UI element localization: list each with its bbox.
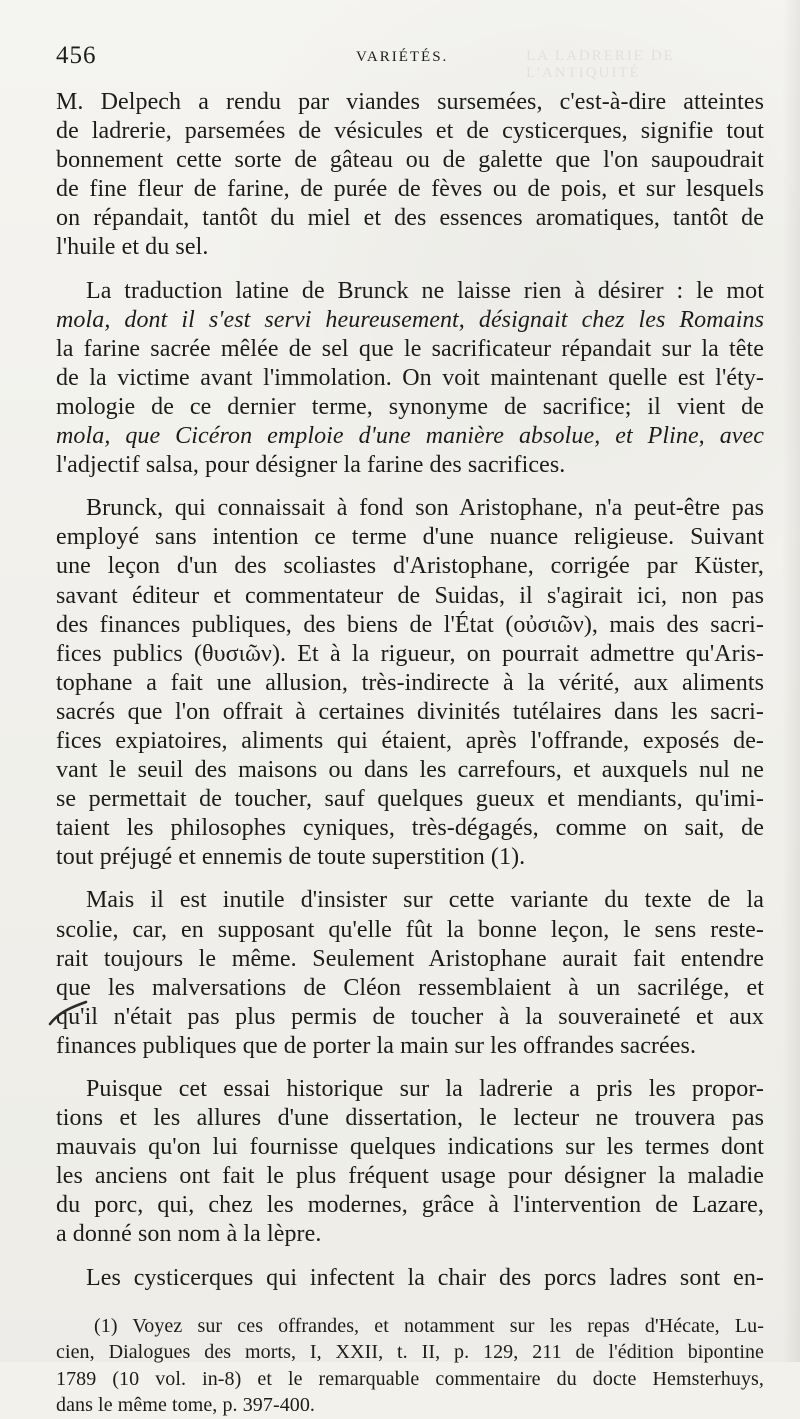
footnote — [56, 1313, 764, 1419]
footnote-line: (1) Voyez sur ces offrandes, et notamment sur les repas d'Hécate, Lu- — [94, 1314, 764, 1337]
text-line: La traduction latine de Brunck ne laisse rien à désirer : le mot — [86, 277, 764, 304]
footnote-line: cien, Dialogues des morts, I, XXII, t. II, p. 129, 211 de l'édition bipontine — [56, 1341, 764, 1364]
text-line: M. Delpech a rendu par viandes sursemées, c'est-à-dire atteintes — [56, 89, 764, 115]
text-line: Les cysticerques qui infectent la chair des porcs ladres sont en- — [86, 1264, 764, 1291]
text-line: rait toujours le même. Seulement Aristophane aurait fait entendre — [56, 945, 764, 972]
paragraph-gap — [56, 1061, 764, 1075]
text-line: mauvais qu'on lui fournisse quelques indications sur les termes dont — [56, 1134, 764, 1161]
text-line: savant éditeur et commentateur de Suidas, il s'agirait ici, non pas — [56, 582, 764, 609]
bleed-through-text: LA LADRERIE DE L'ANTIQUITÉ — [526, 48, 675, 81]
text-line: Brunck, qui connaissait à fond son Aristophane, n'a peut-être pas — [86, 495, 764, 522]
footnote-line: 1789 (10 vol. in-8) et le remarquable commentaire du docte Hemsterhuys, — [56, 1367, 764, 1390]
text-line: on répandait, tantôt du miel et des essences aromatiques, tantôt de — [56, 205, 764, 232]
text-line: de fine fleur de farine, de purée de fèves ou de pois, et sur lesquels — [56, 176, 764, 203]
text-line: les anciens ont fait le plus fréquent usage pour désigner la maladie — [56, 1163, 764, 1190]
text-line: tions et les allures d'une dissertation, le lecteur ne trouvera pas — [56, 1105, 764, 1132]
text-line: taient les philosophes cyniques, très-dégagés, comme on sait, de — [56, 815, 764, 842]
text-line: l'adjectif salsa, pour désigner la farine des sacrifices. — [56, 452, 566, 479]
text-line: que les malversations de Cléon ressemblaient à un sacrilége, et — [56, 974, 764, 1001]
text-line: une leçon d'un des scoliastes d'Aristophane, corrigée par Küster, — [56, 553, 764, 580]
paragraph-6 — [56, 1264, 764, 1293]
text-line: bonnement cette sorte de gâteau ou de galette que l'on saupoudrait — [56, 147, 764, 174]
text-line: l'huile et du sel. — [56, 234, 209, 261]
text-line: Puisque cet essai historique sur la ladrerie a pris les propor- — [86, 1076, 764, 1102]
text-line: mola, que Cicéron emploie d'une manière absolue, et Pline, avec — [56, 423, 764, 450]
paragraph-gap — [56, 263, 764, 277]
text-line: de la victime avant l'immolation. On voit maintenant quelle est l'éty- — [56, 364, 764, 391]
text-line: de ladrerie, parsemées de vésicules et de cysticerques, signifie tout — [56, 118, 764, 145]
footnote-line: dans le même tome, p. 397-400. — [56, 1394, 316, 1417]
text-line: mologie de ce dernier terme, synonyme de sacrifice; il vient de — [56, 393, 764, 420]
text-line: des finances publiques, des biens de l'État (οὐσιῶν), mais des sacri- — [56, 611, 764, 638]
paragraph-1 — [56, 88, 764, 263]
text-line: sacrés que l'on offrait à certaines divinités tutélaires dans les sacri- — [56, 698, 764, 725]
text-line: employé sans intention ce terme d'une nuance religieuse. Suivant — [56, 524, 764, 551]
paragraph-4 — [56, 886, 764, 1061]
main-text — [56, 88, 764, 1419]
text-line: du porc, qui, chez les modernes, grâce à l'intervention de Lazare, — [56, 1192, 764, 1219]
text-line: qu'il n'était pas plus permis de toucher à la souveraineté et aux — [56, 1003, 764, 1030]
text-line: la farine sacrée mêlée de sel que le sacrificateur répandait sur la tête — [56, 335, 764, 362]
page-header — [56, 42, 748, 81]
paragraph-gap — [56, 872, 764, 886]
paragraph-gap — [56, 1250, 764, 1264]
text-line: finances publiques que de porter la main sur les offrandes sacrées. — [56, 1032, 697, 1059]
text-line: tout préjugé et ennemis de toute superstition (1). — [56, 844, 526, 871]
page-edge-shadow — [782, 0, 800, 1362]
text-line: fices expiatoires, aliments qui étaient, après l'offrande, exposés de- — [56, 727, 764, 754]
text-line: a donné son nom à la lèpre. — [56, 1221, 322, 1248]
paragraph-gap — [56, 480, 764, 494]
paragraph-5 — [56, 1075, 764, 1250]
paragraph-2 — [56, 277, 764, 481]
paragraph-3 — [56, 494, 764, 872]
page-number: 456 — [56, 42, 97, 69]
running-head: VARIÉTÉS. — [356, 49, 449, 65]
text-line: tophane a fait une allusion, très-indirecte à la vérité, aux aliments — [56, 669, 764, 696]
text-line: Mais il est inutile d'insister sur cette variante du texte de la — [86, 887, 764, 914]
footnote-gap — [56, 1293, 764, 1313]
text-line: se permettait de toucher, sauf quelques gueux et mendiants, qu'imi- — [56, 786, 764, 813]
text-line: mola, dont il s'est servi heureusement, désignait chez les Romains — [56, 306, 764, 333]
text-line: vant le seuil des maisons ou dans les carrefours, et auxquels nul ne — [56, 757, 764, 784]
text-line: fices publics (θυσιῶν). Et à la rigueur, on pourrait admettre qu'Aris- — [56, 640, 764, 667]
text-line: scolie, car, en supposant qu'elle fût la bonne leçon, le sens reste- — [56, 916, 764, 943]
